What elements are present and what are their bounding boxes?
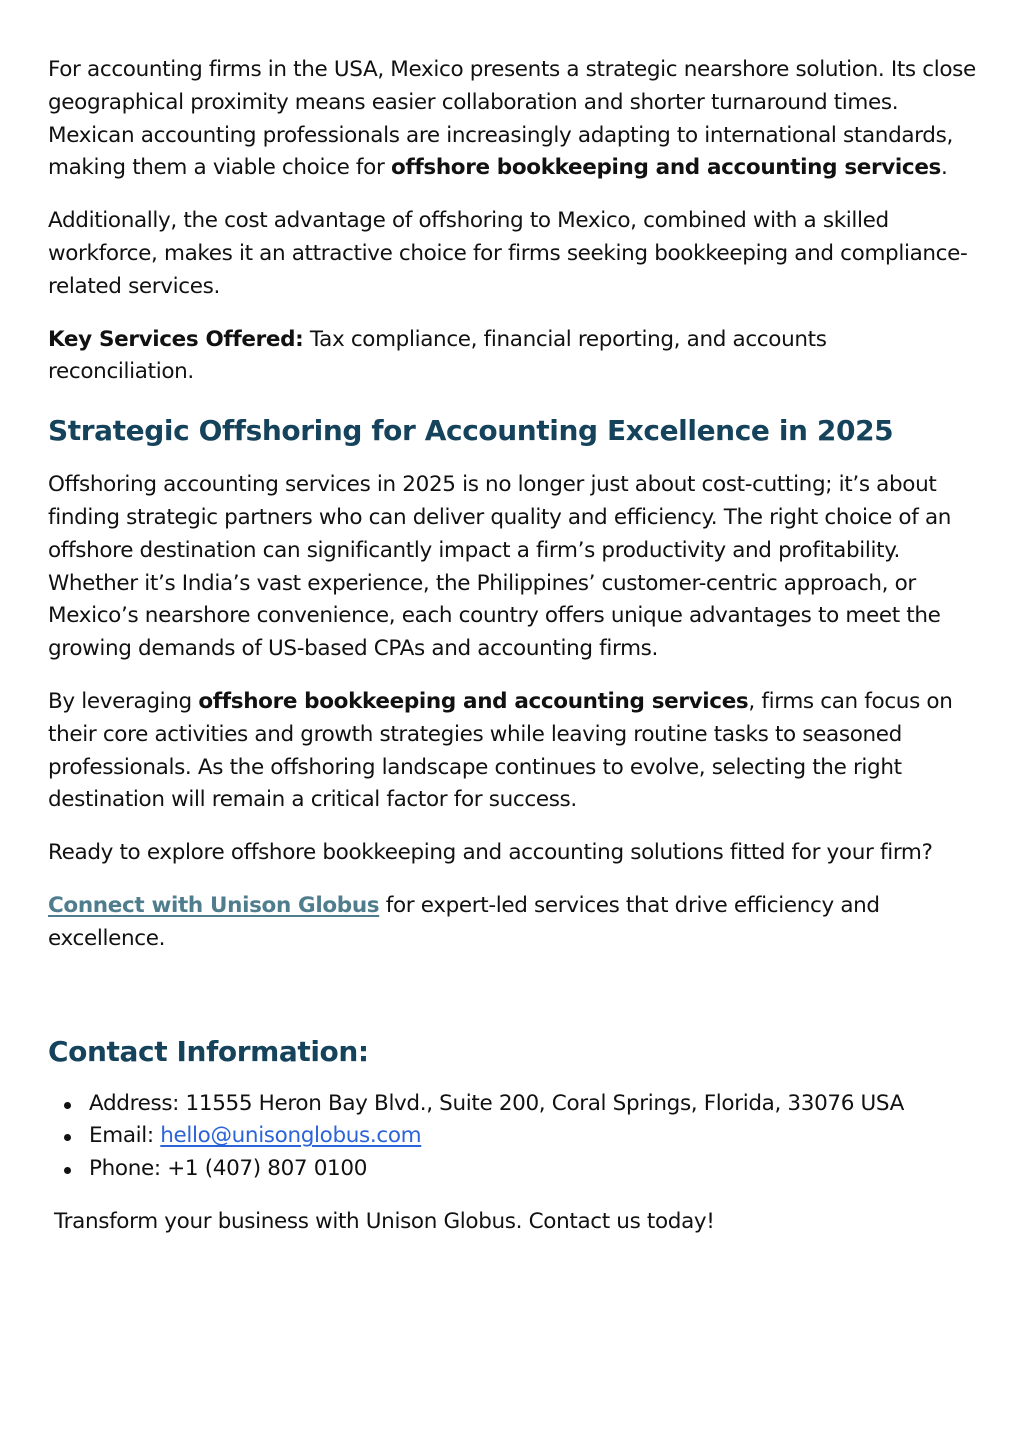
leveraging-start: By leveraging [48,688,199,714]
key-services-text: Tax compliance, financial reporting, and accounts reconciliation. [48,326,827,385]
intro-paragraph-mexico [48,54,978,185]
leveraging-paragraph [48,686,978,817]
leveraging-bold-services: offshore bookkeeping and accounting services [198,688,749,714]
closing-line: Transform your business with Unison Globus. Contact us today! [54,1208,715,1234]
key-services-paragraph [48,324,978,390]
contact-address: Address: 11555 Heron Bay Blvd., Suite 200, Coral Springs, Florida, 33076 USA [48,1088,978,1121]
email-link[interactable]: hello@unisonglobus.com [160,1123,422,1149]
email-label: Email: [89,1123,161,1149]
cta-paragraph [48,890,978,956]
strategic-paragraph: Offshoring accounting services in 2025 is no longer just about cost-cutting; it’s about finding strategic partners who can deliver quality and efficiency. The right choice of an offshore destination can significantly impact a firm’s productivity and profitability. Whether it’s India’s vast experience, the Philippines’ customer-centric approach, or Mexico’s nearshore convenience, each country offers unique advantages to meet the growing demands of US-based CPAs and accounting firms. [48,472,952,662]
intro-paragraph-cost: Additionally, the cost advantage of offshoring to Mexico, combined with a skilled workforce, makes it an attractive choice for firms seeking bookkeeping and compliance-related services. [48,208,968,299]
intro-bold-services: offshore bookkeeping and accounting services [390,155,942,181]
contact-heading: Contact Information: [48,1034,369,1068]
cta-text: for expert-led services that drive efficiency and excellence. [48,892,880,951]
intro-text: For accounting firms in the USA, Mexico presents a strategic nearshore solution. Its close geographical proximity means easier collaboration and shorter turnaround times. Mexican accounting professionals are increasingly adapting to international standards, making them a viable choice for [48,57,976,181]
connect-link[interactable]: Connect with Unison Globus [48,892,380,918]
contact-list [48,1088,978,1186]
ready-paragraph: Ready to explore offshore bookkeeping and accounting solutions fitted for your firm? [48,840,933,866]
leveraging-end: , firms can focus on their core activities and growth strategies while leaving routine tasks to seasoned professionals. As the offshoring landscape continues to evolve, selecting the right destination will remain a critical factor for success. [48,688,953,813]
contact-phone: Phone: +1 (407) 807 0100 [48,1153,978,1186]
contact-email [48,1120,978,1153]
strategic-heading: Strategic Offshoring for Accounting Excellence in 2025 [48,414,894,448]
document-page [48,54,978,1259]
key-services-label: Key Services Offered: [48,326,304,352]
intro-period: . [941,155,948,181]
